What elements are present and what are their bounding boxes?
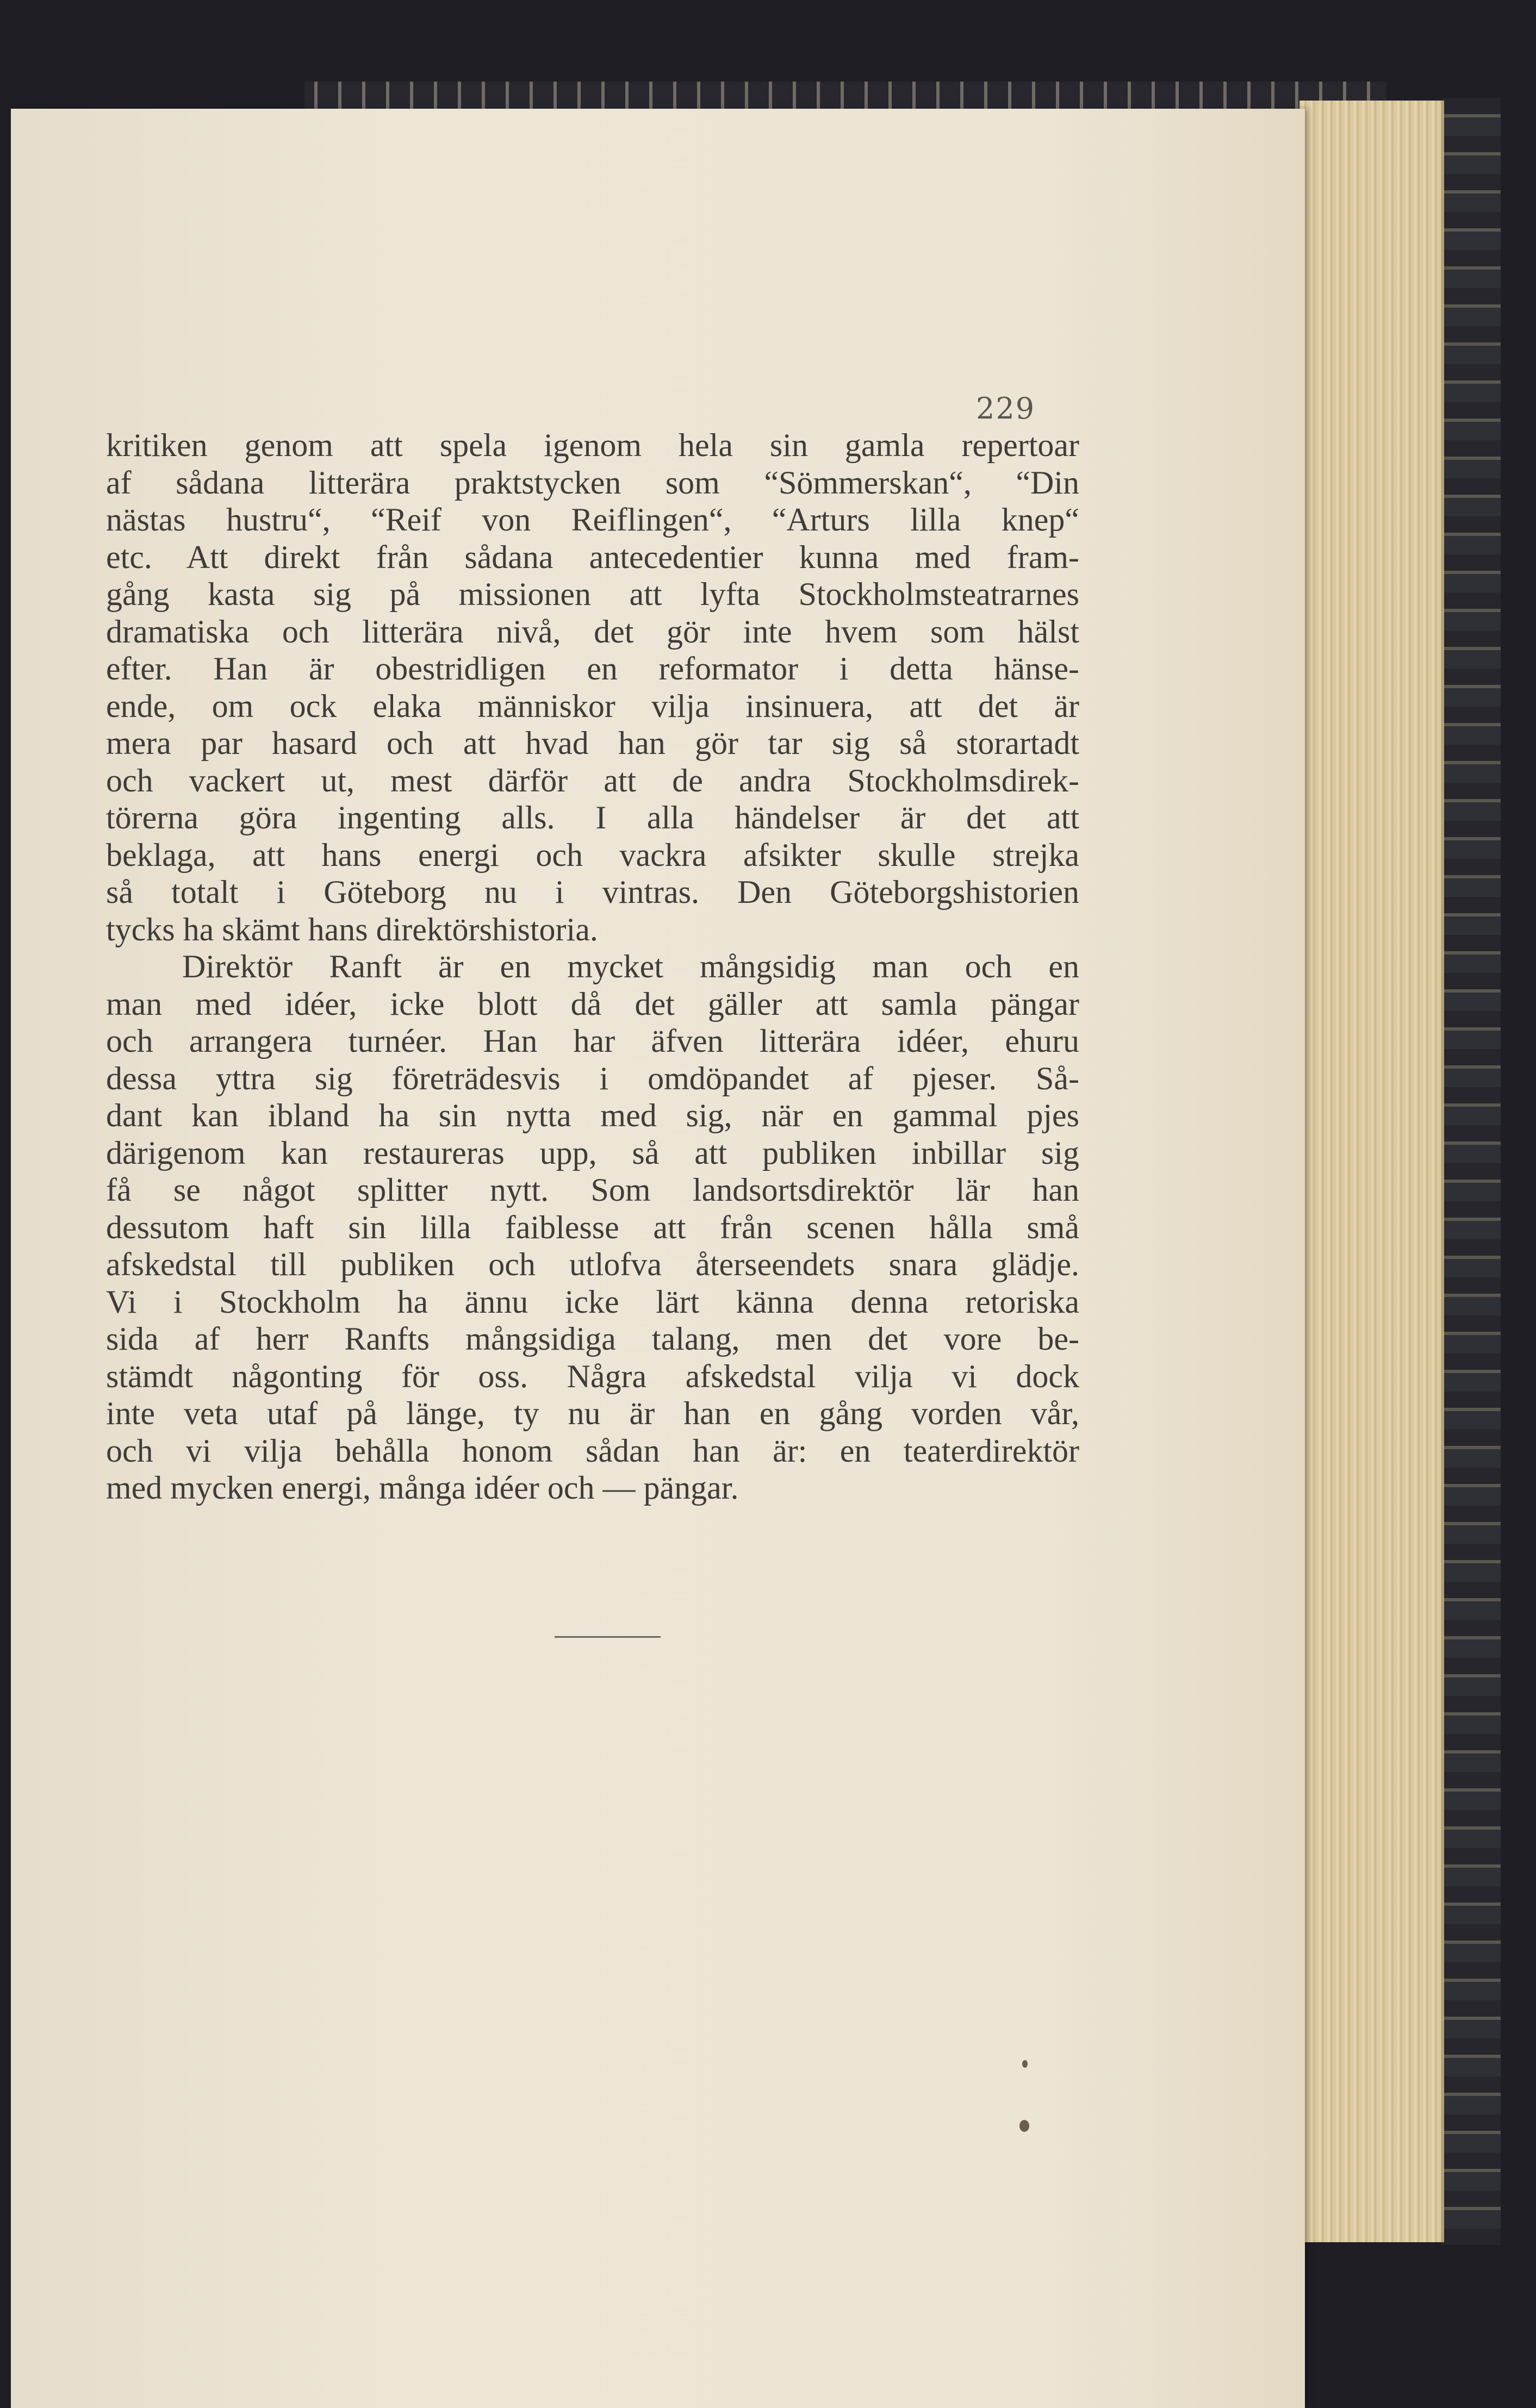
page-number: 229	[976, 391, 1036, 426]
text-line: inte veta utaf på länge, ty nu är han en gång vorden vår,	[106, 1395, 1079, 1431]
text-line: afskedstal till publiken och utlofva återseendets snara glädje.	[106, 1246, 1079, 1282]
text-line: efter. Han är obestridligen en reformator i detta hänse-	[106, 651, 1079, 687]
text-line: Direktör Ranft är en mycket mångsidig man och en	[182, 949, 1079, 984]
text-line: sida af herr Ranfts mångsidiga talang, men det vore be-	[106, 1321, 1079, 1357]
text-line: med mycken energi, många idéer och — pängar.	[106, 1470, 739, 1506]
text-line: nästas hustru“, “Reif von Reiflingen“, “Arturs lilla knep“	[106, 502, 1079, 538]
text-line: Vi i Stockholm ha ännu icke lärt känna denna retoriska	[106, 1283, 1079, 1320]
text-line: så totalt i Göteborg nu i vintras. Den Göteborgshistorien	[106, 874, 1079, 910]
body-text	[106, 427, 1079, 1507]
text-line: beklaga, att hans energi och vackra afsikter skulle strejka	[106, 837, 1079, 873]
text-line: törerna göra ingenting alls. I alla händelser är det att	[106, 800, 1079, 835]
text-line: mera par hasard och att hvad han gör tar sig så storartadt	[106, 725, 1079, 761]
text-line: dant kan ibland ha sin nytta med sig, när en gammal pjes	[106, 1097, 1079, 1133]
text-line: etc. Att direkt från sådana antecedentier kunna med fram-	[106, 539, 1079, 575]
text-line: gång kasta sig på missionen att lyfta Stockholmsteatrarnes	[106, 576, 1079, 612]
book-page	[11, 109, 1305, 2408]
text-line: ende, om ock elaka människor vilja insinuera, att det är	[106, 688, 1079, 724]
text-line: stämdt någonting för oss. Några afskedstal vilja vi dock	[106, 1358, 1079, 1394]
paper-speck	[1022, 2060, 1028, 2068]
text-line: dramatiska och litterära nivå, det gör inte hvem som hälst	[106, 613, 1079, 650]
text-line: få se något splitter nytt. Som landsortsdirektör lär han	[106, 1172, 1079, 1208]
text-line: af sådana litterära praktstycken som “Sömmerskan“, “Din	[106, 464, 1079, 501]
paper-speck	[1019, 2120, 1029, 2132]
text-line: tycks ha skämt hans direktörshistoria.	[106, 911, 598, 947]
section-divider	[555, 1636, 661, 1638]
text-line: dessutom haft sin lilla faiblesse att från scenen hålla små	[106, 1209, 1079, 1245]
text-line: dessa yttra sig företrädesvis i omdöpandet af pjeser. Så-	[106, 1060, 1079, 1096]
text-line: och arrangera turnéer. Han har äfven litterära idéer, ehuru	[106, 1023, 1079, 1059]
text-line: och vi vilja behålla honom sådan han är: en teaterdirektör	[106, 1432, 1079, 1469]
book-cover-edge	[1441, 98, 1501, 2245]
text-line: kritiken genom att spela igenom hela sin gamla repertoar	[106, 427, 1079, 463]
text-line: och vackert ut, mest därför att de andra Stockholmsdirek-	[106, 762, 1079, 798]
text-line: man med idéer, icke blott då det gäller att samla pängar	[106, 985, 1079, 1022]
text-line: därigenom kan restaureras upp, så att publiken inbillar sig	[106, 1134, 1079, 1171]
page-edges	[1299, 101, 1444, 2242]
